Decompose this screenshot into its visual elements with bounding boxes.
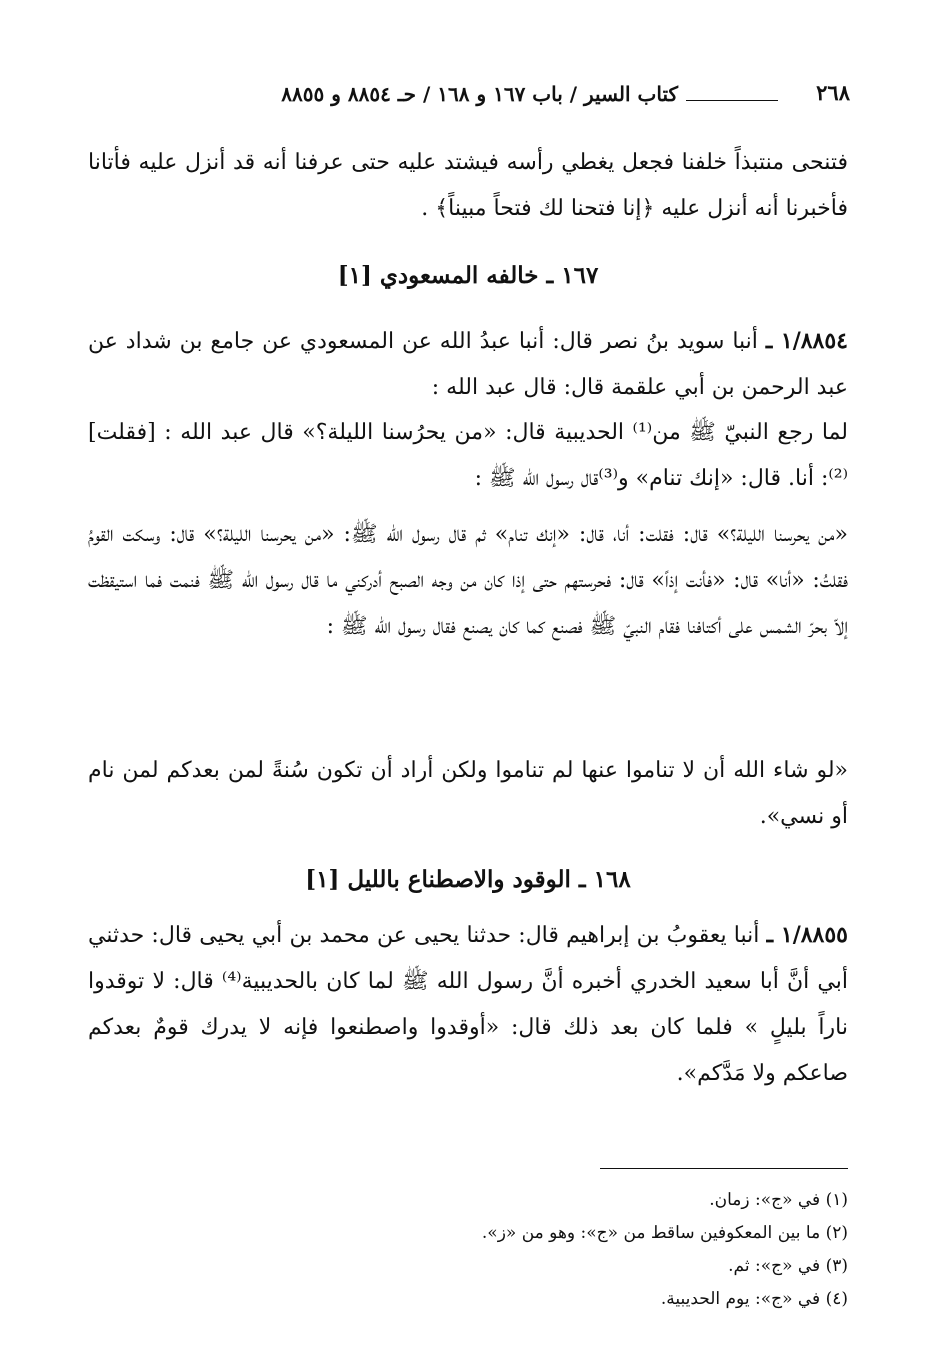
intro-paragraph <box>88 140 848 232</box>
page-header <box>80 80 850 120</box>
header-rule <box>686 100 778 101</box>
footnote-separator <box>600 1168 848 1169</box>
chapter-heading-167: ١٦٧ ـ خالفه المسعودي [١] <box>337 262 599 289</box>
footnote-1: (١) في «ج»: زمان. <box>709 1190 848 1210</box>
hadith-8855-text: أنبا يعقوبُ بن إبراهيم قال: حدثنا يحيى عن محمد بن أبي يحيى قال: حدثني أبي أنَّ أبا سعيد الخدري أخبره أنَّ رسول الله ﷺ لما كان بالحديبية⁽⁴⁾ قال: لا توقدوا ناراً بليلٍ » فلما كان بعد ذلك قال: «أوقدوا واصطنعوا فإنه لا يدرك قومٌ بعدكم صاعكم ولا مَدَّكم». <box>88 923 848 1086</box>
matn-paragraph-2: «من يحرسنا الليلة؟» قال: فقلت: أنا، قال: «إنك تنام» ثم قال رسول الله ﷺ: «من يحرسنا الليلة؟» قال: وسكت القومُ فقلتُ: «أنا» قال: «فأنت إذاً» قال: فحرستهم حتى إذا كان من وجه الصبح أدركني ما قال رسول الله ﷺ فنمت فما استيقظت إلاّ بحرّ الشمس على أكتافنا فقام النبيّ ﷺ فصنع كما كان يصنع فقال رسول الله ﷺ : <box>88 522 848 639</box>
chapter-heading-168: ١٦٨ ـ الوقود والاصطناع بالليل [١] <box>305 866 631 893</box>
footnote-3: (٣) في «ج»: ثم. <box>728 1256 848 1276</box>
footnote-4: (٤) في «ج»: يوم الحديبية. <box>660 1289 848 1309</box>
page-number: ٢٦٨ <box>816 80 850 105</box>
hadith-8854-para-2 <box>88 512 848 650</box>
intro-text: فتنحى منتبذاً خلفنا فجعل يغطي رأسه فيشتد عليه حتى عرفنا أنه قد أنزل عليه فأتانا فأخبرنا أنه أنزل عليه ﴿إنا فتحنا لك فتحاً مبيناً﴾ . <box>88 150 848 221</box>
isnad-text: أنبا سويد بنُ نصر قال: أنبا عبدُ الله عن المسعودي عن جامع بن شداد عن عبد الرحمن بن أبي علقمة قال: قال عبد الله : <box>88 329 848 400</box>
hadith-8854-para-3 <box>88 748 848 840</box>
matn-paragraph-1: لما رجع النبيّ ﷺ من⁽¹⁾ الحديبية قال: «من يحرُسنا الليلة؟» قال عبد الله : [فقلت]⁽²⁾: أنا. قال: «إنك تنام» و⁽³⁾قال رسول الله ﷺ : <box>88 420 848 491</box>
hadith-8854-para-1 <box>88 410 848 502</box>
footnotes <box>300 1184 848 1316</box>
hadith-8855 <box>88 912 848 1097</box>
hadith-number-8854: ١/٨٨٥٤ ـ <box>765 328 848 354</box>
hadith-8854-isnad <box>88 318 848 411</box>
hadith-number-8855: ١/٨٨٥٥ ـ <box>766 922 848 948</box>
matn-paragraph-3: «لو شاء الله أن لا تناموا عنها لم تناموا ولكن أراد أن تكون سُنةً لمن بعدكم لمن نام أو نسي». <box>88 758 848 829</box>
footnote-2: (٢) ما بين المعكوفين ساقط من «ج»: وهو من «ز». <box>481 1223 848 1243</box>
running-title: كتاب السير / باب ١٦٧ و ١٦٨ / حـ ٨٨٥٤ و ٨٨٥٥ <box>281 82 678 106</box>
